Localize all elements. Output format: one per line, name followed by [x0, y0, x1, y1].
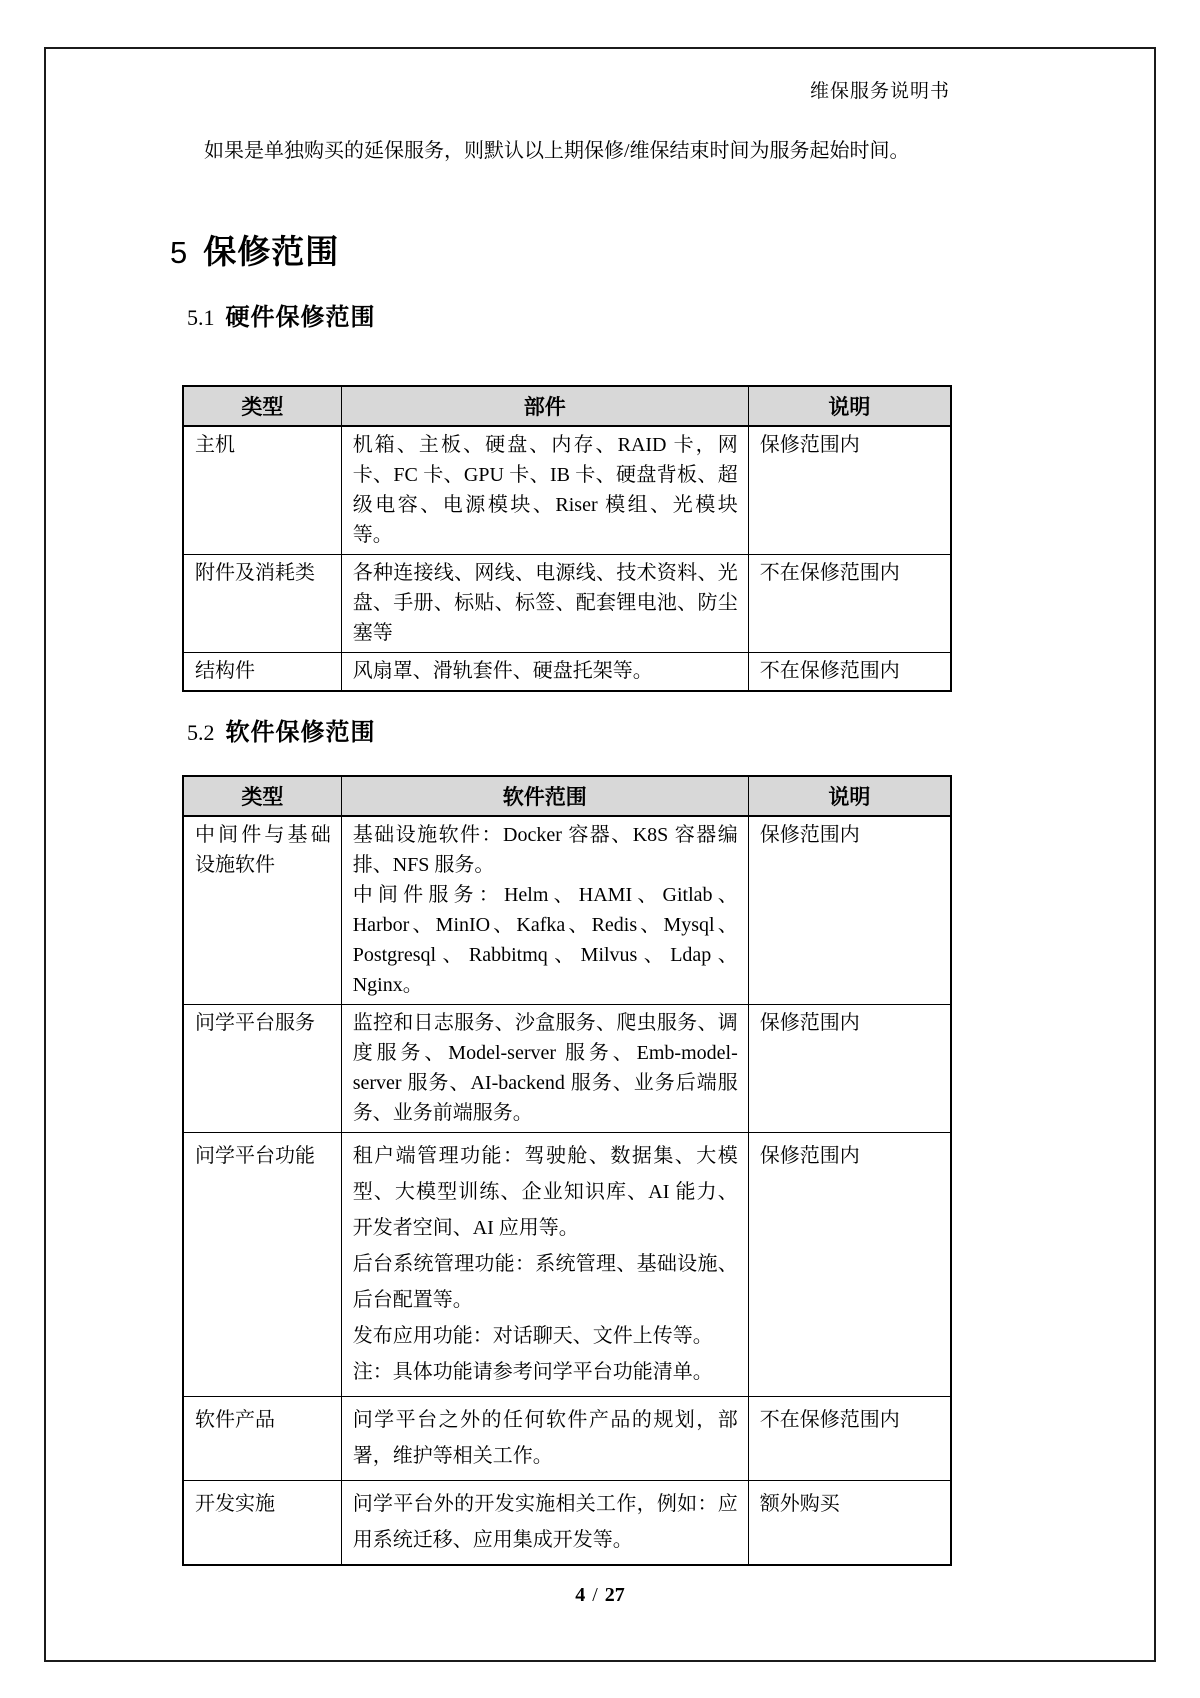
cell-type: 开发实施	[183, 1481, 341, 1566]
section-5-number: 5	[170, 235, 188, 270]
table-row	[183, 816, 951, 1005]
section-5-2-title: 软件保修范围	[225, 719, 376, 746]
cell-scope	[341, 1397, 748, 1481]
column-header-note: 说明	[748, 776, 951, 816]
scope-paragraph: 问学平台之外的任何软件产品的规划，部署，维护等相关工作。	[352, 1409, 738, 1467]
column-header-parts: 部件	[341, 386, 748, 426]
table-header-row	[183, 386, 951, 426]
cell-type: 结构件	[183, 653, 341, 692]
table-header-row	[183, 776, 951, 816]
section-5-1-title: 硬件保修范围	[225, 304, 376, 331]
page-number	[0, 1584, 1200, 1607]
cell-note: 保修范围内	[748, 426, 951, 555]
page-number-separator: /	[592, 1584, 598, 1606]
column-header-type: 类型	[183, 386, 341, 426]
section-5-2-number: 5.2	[187, 720, 215, 745]
section-5-1-number: 5.1	[187, 305, 215, 330]
table-row	[183, 1397, 951, 1481]
page-number-current: 4	[575, 1584, 586, 1606]
column-header-note: 说明	[748, 386, 951, 426]
cell-type: 问学平台服务	[183, 1005, 341, 1133]
cell-note: 不在保修范围内	[748, 1397, 951, 1481]
section-5-2-heading	[187, 712, 376, 747]
cell-type: 软件产品	[183, 1397, 341, 1481]
cell-parts: 风扇罩、滑轨套件、硬盘托架等。	[341, 653, 748, 692]
table-row	[183, 653, 951, 692]
scope-paragraph: 发布应用功能：对话聊天、文件上传等。	[352, 1325, 713, 1347]
scope-paragraph: 租户端管理功能：驾驶舱、数据集、大模型、大模型训练、企业知识库、AI 能力、开发者空间、AI 应用等。	[352, 1145, 738, 1239]
table-row	[183, 426, 951, 555]
cell-type: 主机	[183, 426, 341, 555]
cell-note: 不在保修范围内	[748, 653, 951, 692]
cell-note: 保修范围内	[748, 816, 951, 1005]
cell-parts: 机箱、主板、硬盘、内存、RAID 卡，网卡、FC 卡、GPU 卡、IB 卡、硬盘背板、超级电容、电源模块、Riser 模组、光模块等。	[341, 426, 748, 555]
scope-paragraph: 后台系统管理功能：系统管理、基础设施、后台配置等。	[352, 1253, 738, 1311]
section-5-title: 保修范围	[203, 233, 340, 270]
table-row	[183, 1481, 951, 1566]
cell-type: 附件及消耗类	[183, 555, 341, 653]
scope-paragraph: 中间件服务：Helm、HAMI、Gitlab、Harbor、MinIO、Kafka、Redis、Mysql、Postgresql、Rabbitmq、Milvus、Ldap、Nginx。	[352, 884, 738, 996]
cell-scope	[341, 1005, 748, 1133]
scope-paragraph: 问学平台外的开发实施相关工作，例如：应用系统迁移、应用集成开发等。	[352, 1493, 738, 1551]
section-5-heading	[170, 226, 339, 273]
cell-scope	[341, 1133, 748, 1397]
column-header-type: 类型	[183, 776, 341, 816]
table-row	[183, 555, 951, 653]
cell-note: 保修范围内	[748, 1133, 951, 1397]
cell-note: 保修范围内	[748, 1005, 951, 1133]
intro-paragraph: 如果是单独购买的延保服务，则默认以上期保修/维保结束时间为服务起始时间。	[204, 140, 910, 162]
table-row	[183, 1133, 951, 1397]
cell-note: 不在保修范围内	[748, 555, 951, 653]
cell-scope	[341, 1481, 748, 1566]
table-row	[183, 1005, 951, 1133]
cell-type: 中间件与基础设施软件	[183, 816, 341, 1005]
scope-paragraph: 基础设施软件：Docker 容器、K8S 容器编排、NFS 服务。	[352, 824, 738, 876]
software-warranty-table	[182, 775, 952, 1566]
scope-paragraph: 监控和日志服务、沙盒服务、爬虫服务、调度服务、Model-server 服务、Emb-model-server 服务、AI-backend 服务、业务后端服务、业务前端服务。	[352, 1012, 738, 1124]
cell-parts: 各种连接线、网线、电源线、技术资料、光盘、手册、标贴、标签、配套锂电池、防尘塞等	[341, 555, 748, 653]
hardware-warranty-table	[182, 385, 952, 692]
section-5-1-heading	[187, 297, 376, 332]
running-header: 维保服务说明书	[809, 81, 950, 102]
cell-scope	[341, 816, 748, 1005]
scope-paragraph: 注：具体功能请参考问学平台功能清单。	[352, 1361, 713, 1383]
cell-note: 额外购买	[748, 1481, 951, 1566]
cell-type: 问学平台功能	[183, 1133, 341, 1397]
page-number-total: 27	[604, 1584, 625, 1606]
column-header-scope: 软件范围	[341, 776, 748, 816]
